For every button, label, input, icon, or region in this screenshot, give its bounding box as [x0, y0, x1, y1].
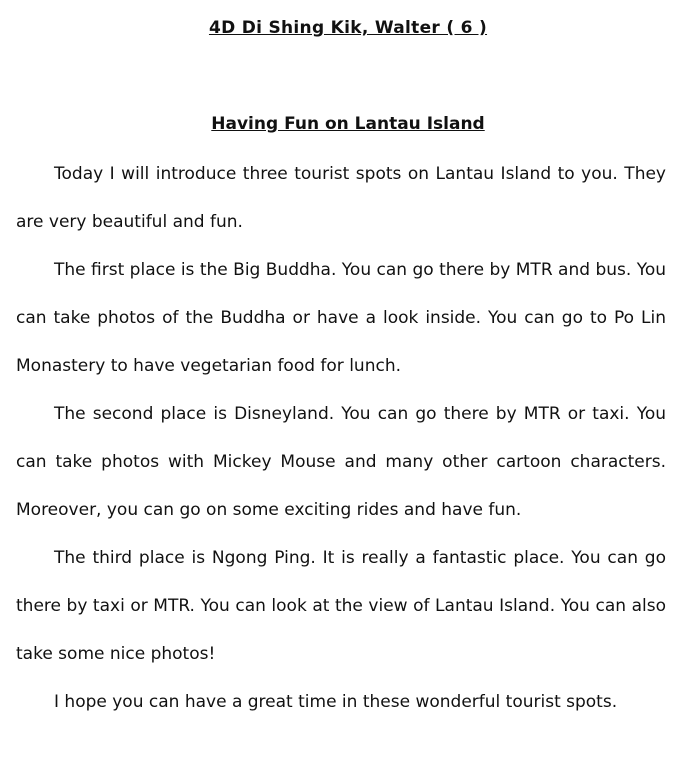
author-line: 4D Di Shing Kik, Walter ( 6 ) [208, 18, 488, 38]
paragraph-conclusion: I hope you can have a great time in these wonderful tourist spots. [54, 692, 618, 712]
essay-title: Having Fun on Lantau Island [211, 114, 485, 134]
paragraph-intro: Today I will introduce three tourist spots on Lantau Island to you. They are very beautiful and fun. [16, 164, 666, 232]
paragraph-big-buddha: The first place is the Big Buddha. You can go there by MTR and bus. You can take photos of the Buddha or have a look inside. You can go to Po Lin Monastery to have vegetarian food for lunch. [16, 260, 666, 376]
paragraph-disneyland: The second place is Disneyland. You can go there by MTR or taxi. You can take photos with Mickey Mouse and many other cartoon characters. Moreover, you can go on some exciting rides and have fun. [16, 404, 666, 520]
essay-body [16, 150, 666, 726]
paragraph-ngong-ping: The third place is Ngong Ping. It is really a fantastic place. You can go there by taxi or MTR. You can look at the view of Lantau Island. You can also take some nice photos! [16, 548, 666, 664]
